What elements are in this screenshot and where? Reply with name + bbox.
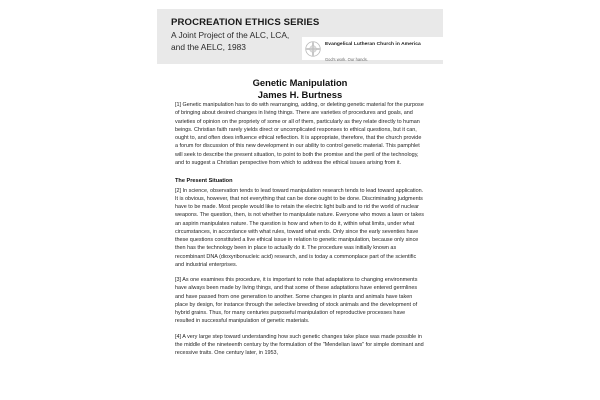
masthead-band bbox=[157, 9, 443, 64]
document-body bbox=[157, 101, 443, 357]
document-title-block bbox=[157, 77, 443, 101]
page-title: Genetic Manipulation bbox=[252, 77, 348, 88]
body-paragraph: [2] In science, observation tends to lead toward manipulation research tends to lead toward application. It is obvious, however, that not everything that can be done ought to be done. Discriminating judgments have to be made. Most people would like to retain the electric light bulb and to rid the world of nuclear weapons. The question, then, is not whether to manipulate nature. Everyone who mows a lawn or takes an aspirin manipulates nature. The question is how and when to do it, within what limits, under what circumstances, in accordance with what rules, toward what ends. Only since the early seventies have these questions constituted a live ethical issue in relation to genetic manipulation, because only since then has the technology been in place to actually do it. The procedure was initially known as recombinant DNA (dioxyribonucleic acid) research, and is today a commonplace part of the scientific and industrial enterprises. bbox=[175, 187, 424, 268]
elca-logo-wordmark bbox=[325, 33, 443, 65]
elca-cross-emblem-icon bbox=[305, 41, 321, 57]
elca-logo-plate bbox=[302, 37, 443, 60]
elca-logo-tagline: God's work. Our hands. bbox=[325, 56, 368, 62]
section-heading: The Present Situation bbox=[175, 178, 233, 184]
elca-logo-name: Evangelical Lutheran Church in America bbox=[325, 41, 421, 47]
series-subtitle-line-1: A Joint Project of the ALC, LCA, bbox=[171, 30, 290, 40]
series-title: PROCREATION ETHICS SERIES bbox=[171, 17, 320, 28]
body-paragraph: [1] Genetic manipulation has to do with rearranging, adding, or deleting genetic material for the purpose of bringing about desired changes in living things. There are varieties of procedures and goals, and varieties of opinion on the propriety of some or all of them, particularly as they relate directly to human beings. Christian faith rarely yields direct or uncomplicated responses to ethical questions, but it can, ought to, and often does influence ethical reflection. It is appropriate, therefore, that the church provide a forum for discussion of this new development in our ability to control genetic material. This pamphlet will seek to describe the present situation, to point to both the promise and the peril of the technology, and to suggest a Christian perspective from which to address the ethical issues arising from it. bbox=[175, 102, 424, 166]
document-author: James H. Burtness bbox=[257, 89, 343, 100]
series-subtitle-line-2: and the AELC, 1983 bbox=[171, 42, 246, 53]
body-paragraph: [4] A very large step toward understanding how such genetic changes take place was made possible in the middle of the nineteenth century by the formulation of the "Mendelian laws" for simple dominant and recessive traits. One century later, in 1953, bbox=[175, 333, 424, 356]
body-paragraph: [3] As one examines this procedure, it is important to note that adaptations to changing environments have always been made by living things, and that some of these adaptations have entered germlines and have passed from one generation to another. Some changes in plants and animals have taken place by design, for instance through the selective breeding of stock animals and the development of hybrid grains. Thus, for many centuries purposeful manipulation of reproductive processes have resulted in successful manipulation of genetic materials. bbox=[175, 277, 418, 325]
document-page bbox=[157, 0, 443, 400]
